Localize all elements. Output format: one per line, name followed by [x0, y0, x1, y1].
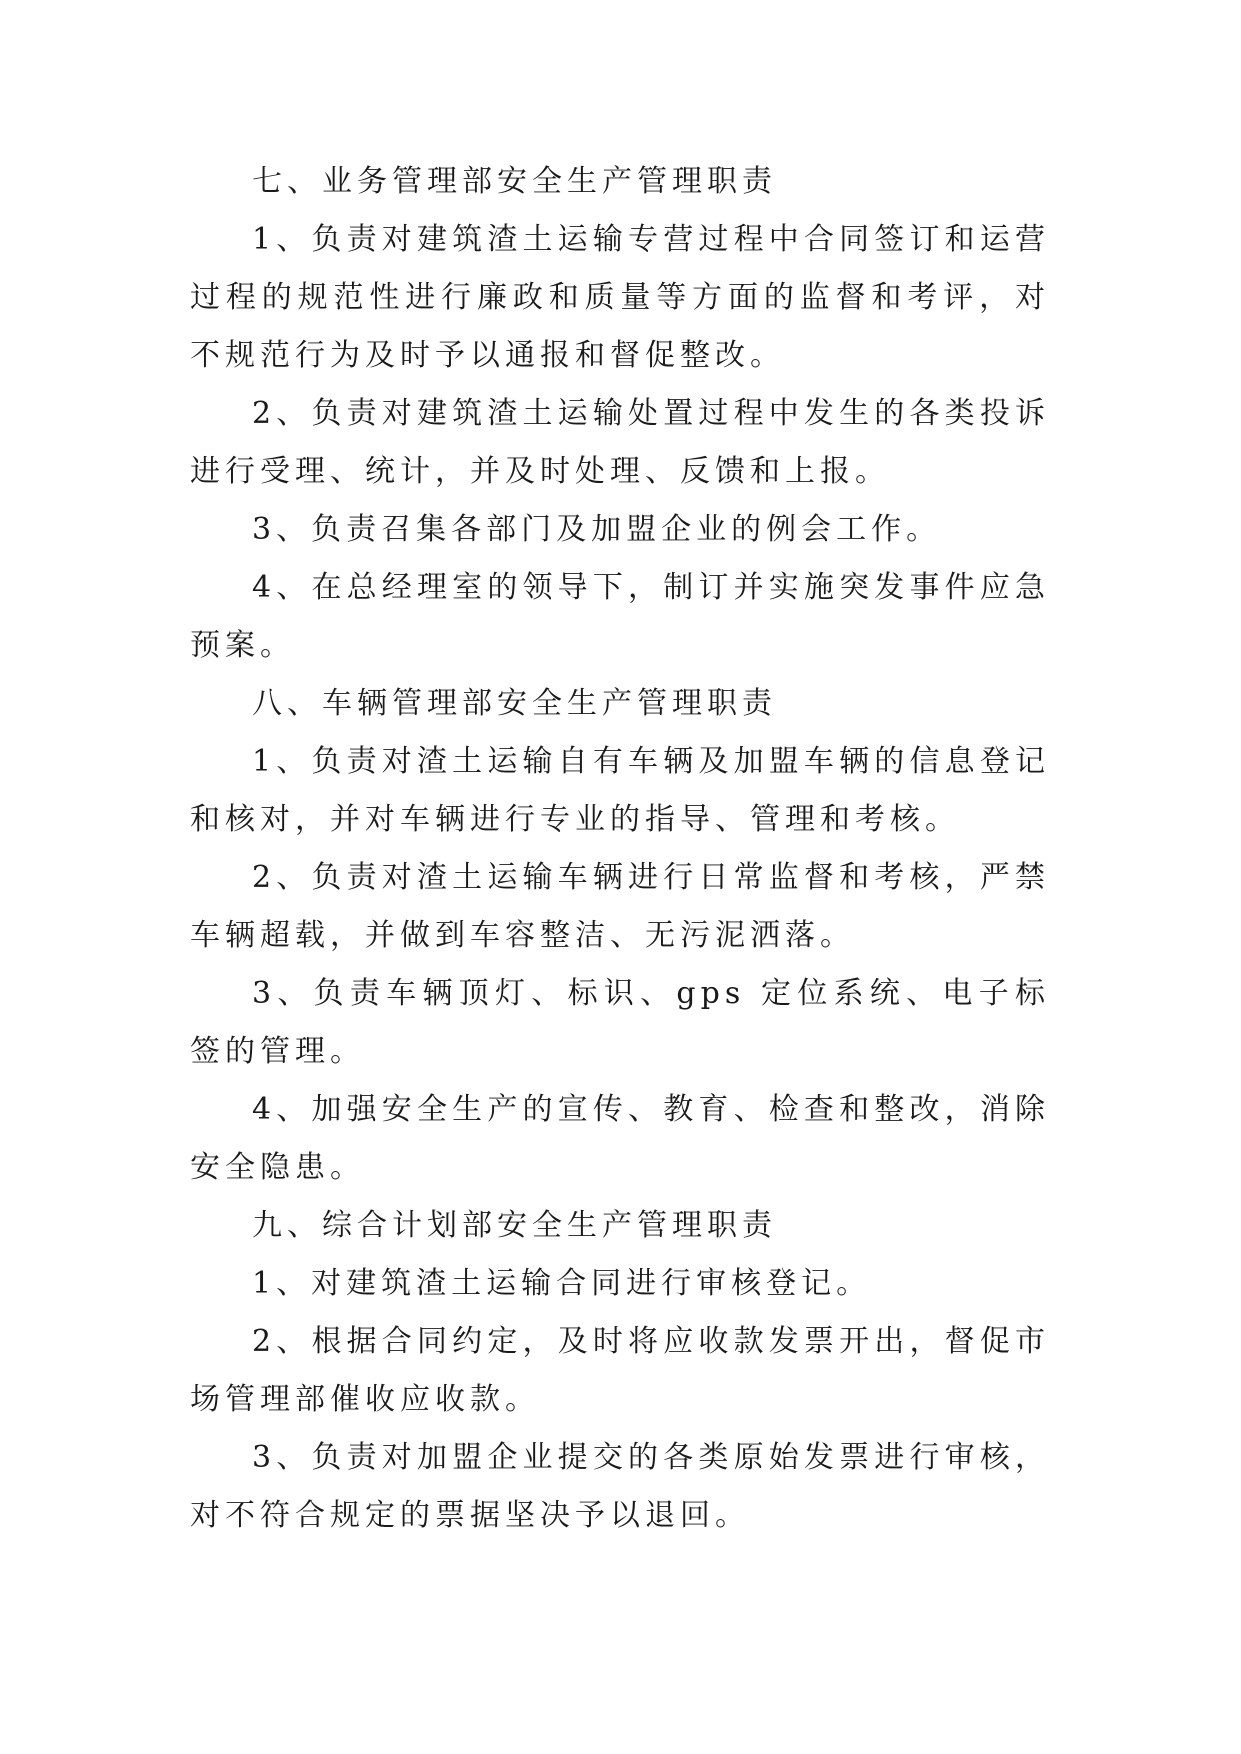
section-8-item-1: 1、负责对渣土运输自有车辆及加盟车辆的信息登记和核对，并对车辆进行专业的指导、管理和考核。	[190, 744, 1050, 837]
section-8-item-2: 2、负责对渣土运输车辆进行日常监督和考核，严禁车辆超载，并做到车容整洁、无污泥洒落。	[190, 860, 1050, 953]
section-9-item-1: 1、对建筑渣土运输合同进行审核登记。	[252, 1266, 872, 1301]
section-8-item-4: 4、加强安全生产的宣传、教育、检查和整改，消除安全隐患。	[190, 1092, 1050, 1185]
section-7-item-1: 1、负责对建筑渣土运输专营过程中合同签订和运营过程的规范性进行廉政和质量等方面的监督和考评，对不规范行为及时予以通报和督促整改。	[190, 222, 1050, 373]
section-7-item-3: 3、负责召集各部门及加盟企业的例会工作。	[252, 512, 942, 547]
section-8-item-3: 3、负责车辆顶灯、标识、gps 定位系统、电子标签的管理。	[190, 976, 1050, 1069]
section-9-heading: 九、综合计划部安全生产管理职责	[252, 1208, 777, 1243]
section-9-item-2: 2、根据合同约定，及时将应收款发票开出，督促市场管理部催收应收款。	[190, 1324, 1050, 1417]
section-7-item-2: 2、负责对建筑渣土运输处置过程中发生的各类投诉进行受理、统计，并及时处理、反馈和上报。	[190, 396, 1050, 489]
document-page	[190, 153, 1050, 1545]
section-7-heading: 七、业务管理部安全生产管理职责	[252, 164, 777, 199]
section-9-item-3: 3、负责对加盟企业提交的各类原始发票进行审核，对不符合规定的票据坚决予以退回。	[190, 1440, 1050, 1533]
section-7-item-4: 4、在总经理室的领导下，制订并实施突发事件应急预案。	[190, 570, 1050, 663]
section-8-heading: 八、车辆管理部安全生产管理职责	[252, 686, 777, 721]
